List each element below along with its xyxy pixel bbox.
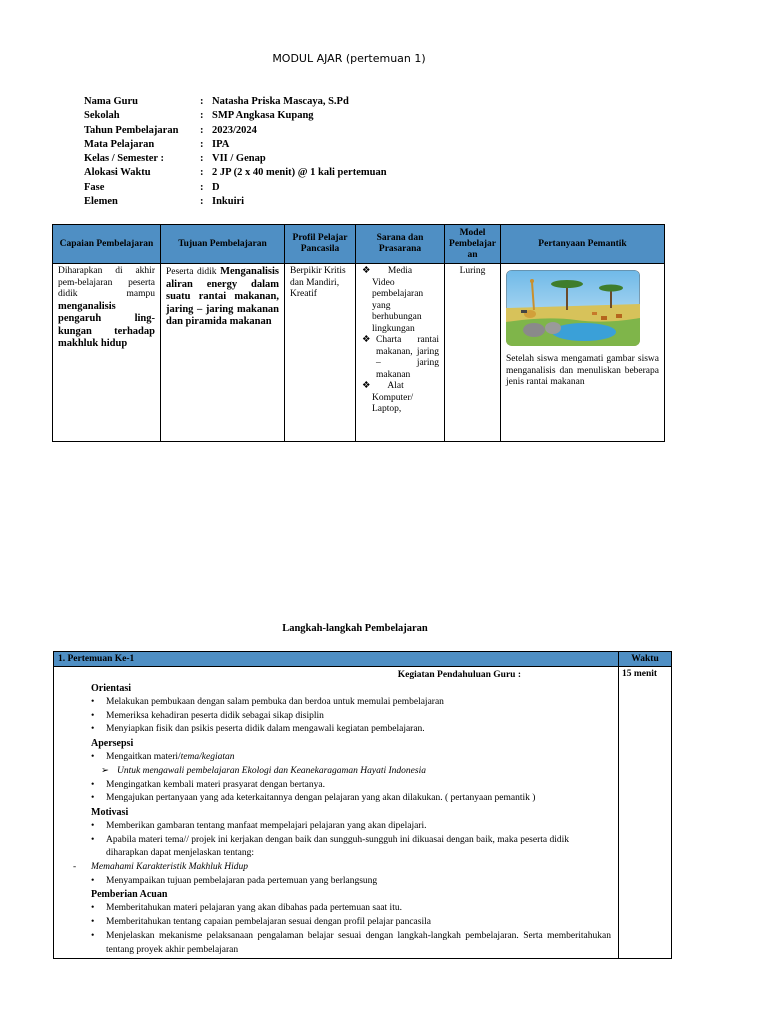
list-item: • Menjelaskan mekanisme pelaksanaan pengalaman belajar sesuai dengan langkah-langkah pembelajaran. Serta memberitahukan tentang proyek akhir pembelajaran bbox=[91, 930, 611, 955]
header-sarana: Sarana dan Prasarana bbox=[356, 225, 445, 264]
list-item: • Mengingatkan kembali materi prasyarat dengan bertanya. bbox=[91, 779, 325, 790]
list-item: • Menyiapkan fisik dan psikis peserta didik dalam mengawali kegiatan pembelajaran. bbox=[91, 724, 425, 735]
section-heading: Pemberian Acuan bbox=[91, 889, 168, 901]
info-value: Inkuiri bbox=[212, 196, 245, 208]
savanna-food-chain-image bbox=[506, 270, 640, 346]
header-tujuan: Tujuan Pembelajaran bbox=[161, 225, 285, 264]
table-row bbox=[53, 264, 665, 442]
profil-cell: Berpikir Kritis dan Mandiri, Kreatif bbox=[285, 264, 356, 442]
sarana-cell: ❖ Media Video pembelajaran yang berhubungan lingkungan ❖ Charta rantai makanan, jaring – jaring makanan ❖ Alat Komputer/ Laptop, bbox=[356, 264, 445, 442]
info-value: VII / Genap bbox=[212, 153, 266, 165]
table-header-row bbox=[53, 225, 665, 264]
header-capaian: Capaian Pembelajaran bbox=[53, 225, 161, 264]
info-label: Alokasi Waktu bbox=[84, 167, 151, 179]
info-value: D bbox=[212, 181, 220, 193]
info-row: Alokasi Waktu : 2 JP (2 x 40 menit) @ 1 kali pertemuan bbox=[84, 166, 387, 180]
list-item: ❖ Media bbox=[362, 266, 413, 276]
list-item: • Mengaitkan materi/tema/kegiatan bbox=[91, 752, 235, 763]
info-row: Sekolah : SMP Angkasa Kupang bbox=[84, 109, 387, 123]
list-item: • Melakukan pembukaan dengan salam pembuka dan berdoa untuk memulai pembelajaran bbox=[91, 697, 444, 707]
pemantik-text: Setelah siswa mengamati gambar siswa menganalisis dan menuliskan beberapa jenis rantai makanan bbox=[506, 354, 659, 387]
list-item: ❖ Alat bbox=[362, 381, 404, 391]
pemantik-cell bbox=[501, 264, 665, 442]
info-row: Nama Guru : Natasha Priska Mascaya, S.Pd bbox=[84, 95, 387, 109]
info-label: Kelas / Semester : bbox=[84, 153, 164, 165]
info-label: Elemen bbox=[84, 196, 118, 208]
header-profil: Profil Pelajar Pancasila bbox=[285, 225, 356, 264]
diamond-bullet-icon: ❖ bbox=[362, 266, 371, 276]
identity-block bbox=[84, 95, 387, 209]
table-row bbox=[54, 667, 672, 959]
info-value: Natasha Priska Mascaya, S.Pd bbox=[212, 96, 349, 107]
table-header-row bbox=[54, 652, 672, 667]
header-pemantik: Pertanyaan Pemantik bbox=[501, 225, 665, 264]
info-value: 2 JP (2 x 40 menit) @ 1 kali pertemuan bbox=[212, 167, 387, 179]
arrow-bullet-icon: ➢ bbox=[101, 765, 109, 776]
model-cell: Luring bbox=[445, 264, 501, 442]
section-heading: Orientasi bbox=[91, 683, 131, 694]
list-item: • Memeriksa kehadiran peserta didik sebagai sikap disiplin bbox=[91, 710, 324, 721]
tujuan-cell: Peserta didik Menganalisis aliran energy dalam suatu rantai makanan, jaring – jaring makanan dan piramida makanan bbox=[161, 264, 285, 442]
list-item: ❖ Charta rantai makanan, jaring – jaring makanan bbox=[362, 335, 439, 380]
capaian-cell: Diharapkan di akhir pem-belajaran peserta didik mampu menganalisis pengaruh ling-kungan terhadap makhluk hidup bbox=[53, 264, 161, 442]
page-title: MODUL AJAR (pertemuan 1) bbox=[272, 52, 426, 65]
info-label: Nama Guru bbox=[84, 96, 138, 107]
info-row: Elemen : Inkuiri bbox=[84, 195, 387, 209]
info-label: Tahun Pembelajaran bbox=[84, 124, 179, 136]
header-waktu: Waktu bbox=[619, 652, 672, 667]
list-item: • Memberitahukan materi pelajaran yang akan dibahas pada pertemuan saat itu. bbox=[91, 903, 402, 914]
info-label: Fase bbox=[84, 181, 105, 193]
info-row: Fase : D bbox=[84, 181, 387, 195]
info-label: Sekolah bbox=[84, 110, 120, 122]
info-label: Mata Pelajaran bbox=[84, 138, 155, 150]
section-title: Langkah-langkah Pembelajaran bbox=[282, 623, 428, 634]
info-row: Mata Pelajaran : IPA bbox=[84, 138, 387, 152]
diamond-bullet-icon: ❖ bbox=[362, 335, 371, 345]
header-model: Model Pembelajar an bbox=[445, 225, 501, 264]
section-heading: Apersepsi bbox=[91, 738, 134, 750]
learning-plan-table bbox=[52, 224, 665, 442]
activity-title: Kegiatan Pendahuluan Guru : bbox=[397, 670, 521, 680]
info-value: 2023/2024 bbox=[212, 124, 257, 136]
header-meeting: 1. Pertemuan Ke-1 bbox=[54, 652, 619, 667]
diamond-bullet-icon: ❖ bbox=[362, 381, 371, 391]
list-item: • Mengajukan pertanyaan yang ada keterkaitannya dengan pelajaran yang akan dilakukan. ( pertanyaan pemantik ) bbox=[91, 793, 536, 804]
info-value: SMP Angkasa Kupang bbox=[212, 110, 314, 122]
activities-cell bbox=[54, 667, 619, 959]
info-value: IPA bbox=[212, 138, 230, 150]
info-row: Tahun Pembelajaran : 2023/2024 bbox=[84, 124, 387, 138]
list-item: ➢ Untuk mengawali pembelajaran Ekologi dan Keanekaragaman Hayati Indonesia bbox=[101, 765, 617, 779]
list-item: - Memahami Karakteristik Makhluk Hidup bbox=[73, 862, 248, 873]
section-heading: Motivasi bbox=[91, 806, 129, 818]
info-row: Kelas / Semester : : VII / Genap bbox=[84, 152, 387, 166]
list-item: • Menyampaikan tujuan pembelajaran pada pertemuan yang berlangsung bbox=[91, 875, 378, 886]
waktu-cell: 15 menit bbox=[619, 667, 672, 959]
list-item: • Apabila materi tema// projek ini kerjakan dengan baik dan sungguh-sungguh ini dikuasai dengan baik, maka peserta didik diharapkan dapat menjelaskan tentang: bbox=[91, 834, 569, 859]
steps-table bbox=[53, 651, 672, 959]
list-item: • Memberikan gambaran tentang manfaat mempelajari pelajaran yang akan dipelajari. bbox=[91, 820, 427, 831]
list-item: • Memberitahukan tentang capaian pembelajaran sesuai dengan profil pelajar pancasila bbox=[91, 917, 431, 928]
